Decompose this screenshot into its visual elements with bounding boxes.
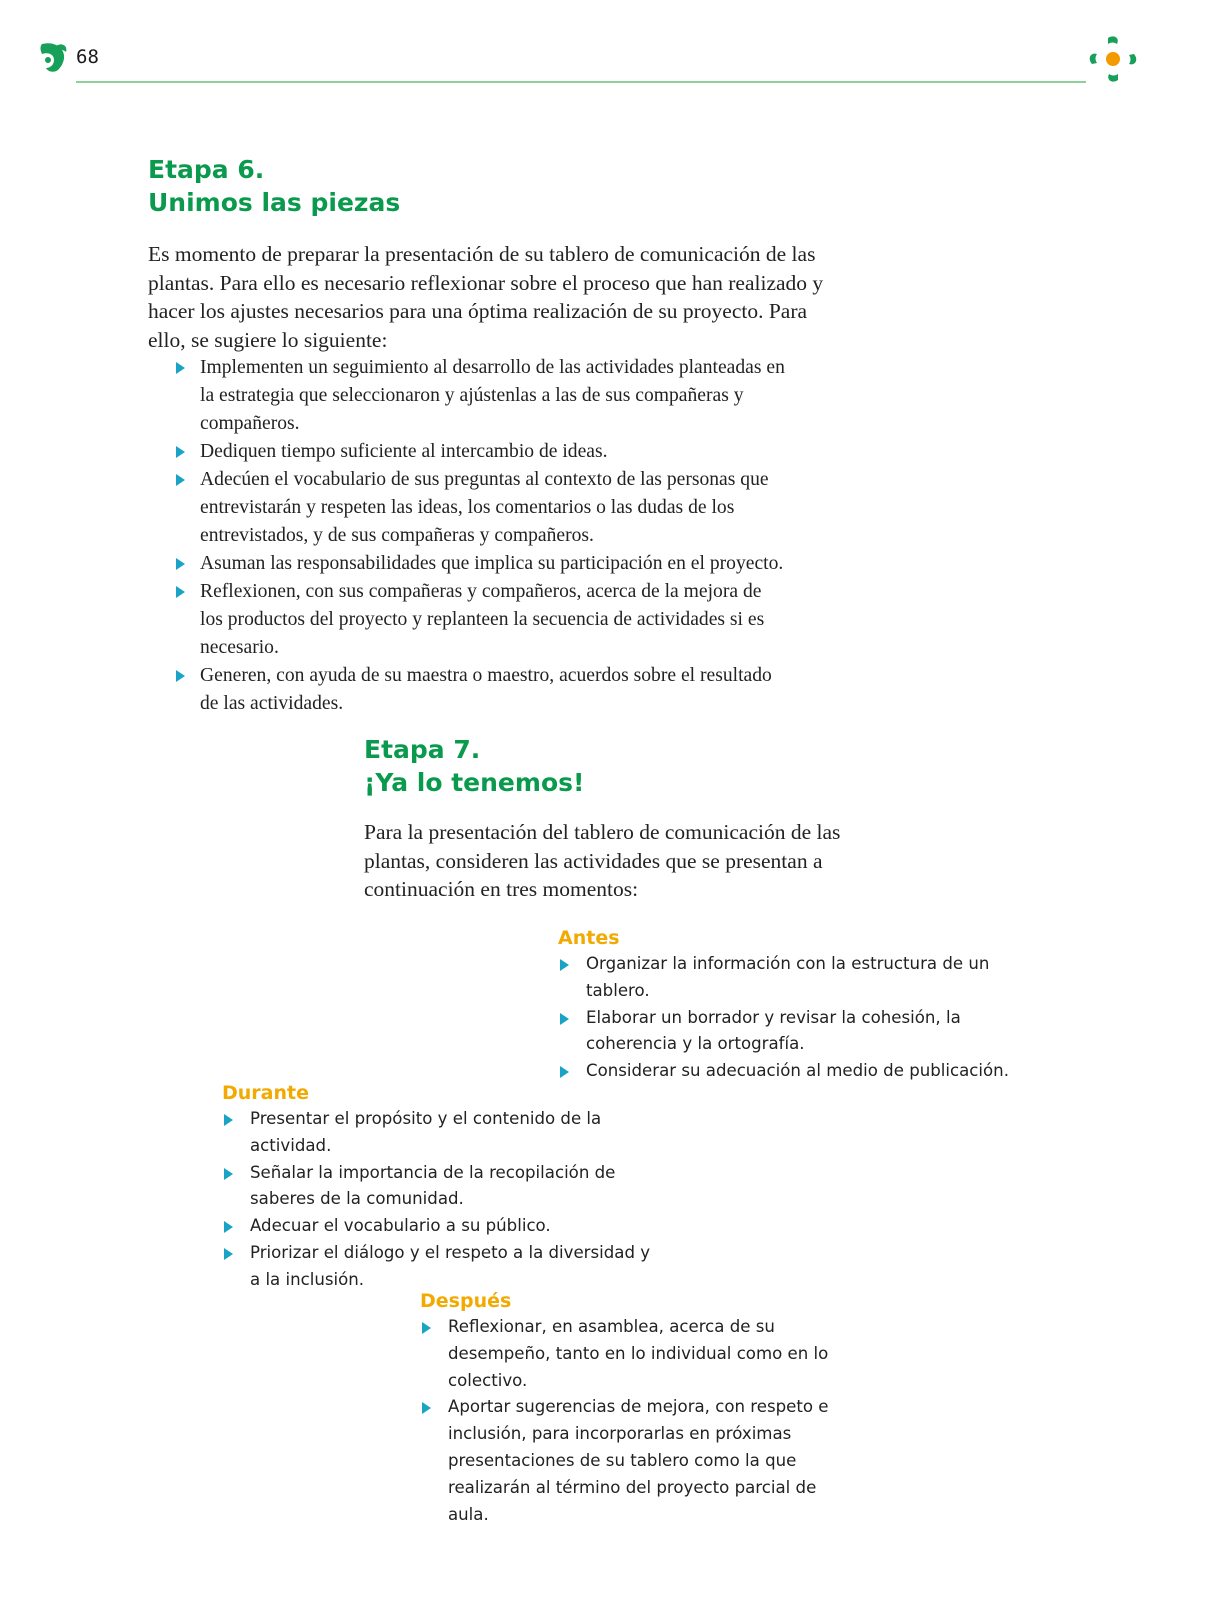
- etapa6-list: [148, 354, 788, 718]
- durante-section: [222, 1080, 662, 1294]
- durante-heading: Durante: [222, 1082, 309, 1104]
- list-item: Señalar la importancia de la recopilación de saberes de la comunidad.: [222, 1160, 662, 1214]
- list-item: Adecúen el vocabulario de sus preguntas al contexto de las personas que entrevistarán y respeten las ideas, los comentarios o las dudas de los entrevistados, y de sus compañeras y compañeros.: [148, 466, 788, 550]
- etapa7-number: Etapa 7.: [364, 735, 481, 764]
- antes-heading: Antes: [558, 927, 620, 949]
- despues-heading: Después: [420, 1290, 512, 1312]
- bullet-triangle-icon: [422, 1402, 431, 1414]
- bullet-triangle-icon: [176, 558, 185, 570]
- list-item: Priorizar el diálogo y el respeto a la diversidad y a la inclusión.: [222, 1240, 662, 1294]
- bullet-triangle-icon: [176, 586, 185, 598]
- etapa6-number: Etapa 6.: [148, 155, 265, 184]
- header-rule: [76, 81, 1086, 83]
- list-item: Aportar sugerencias de mejora, con respeto e inclusión, para incorporarlas en próximas presentaciones de su tablero como la que realizarán al término del proyecto parcial de aula.: [420, 1394, 860, 1528]
- despues-section: [420, 1288, 860, 1528]
- list-item: Reflexionen, con sus compañeras y compañeros, acerca de la mejora de los productos del proyecto y replanteen la secuencia de actividades si es necesario.: [148, 578, 788, 662]
- list-item: Considerar su adecuación al medio de publicación.: [558, 1058, 1038, 1085]
- etapa7-intro: Para la presentación del tablero de comunicación de las plantas, consideren las actividades que se presentan a continuación en tres momentos:: [364, 820, 841, 901]
- bullet-triangle-icon: [224, 1114, 233, 1126]
- bullet-triangle-icon: [176, 362, 185, 374]
- bullet-triangle-icon: [176, 474, 185, 486]
- etapa7-section: [364, 734, 884, 904]
- durante-list: [222, 1106, 662, 1294]
- etapa6-section: [148, 154, 828, 718]
- bullet-triangle-icon: [224, 1221, 233, 1233]
- list-item: Organizar la información con la estructura de un tablero.: [558, 951, 1038, 1005]
- bullet-triangle-icon: [422, 1322, 431, 1334]
- bullet-triangle-icon: [176, 670, 185, 682]
- antes-list: [558, 951, 1038, 1085]
- bullet-triangle-icon: [560, 959, 569, 971]
- page-number: 68: [76, 46, 99, 68]
- bullet-triangle-icon: [224, 1168, 233, 1180]
- etapa6-intro: Es momento de preparar la presentación de su tablero de comunicación de las plantas. Para ello es necesario reflexionar sobre el proceso que han realizado y hacer los ajustes necesarios para una óptima realización de su proyecto. Para ello, se sugiere lo siguiente:: [148, 242, 824, 352]
- despues-list: [420, 1314, 860, 1528]
- bullet-triangle-icon: [560, 1066, 569, 1078]
- bullet-triangle-icon: [224, 1248, 233, 1260]
- flower-emblem-icon: [1086, 34, 1140, 84]
- bullet-triangle-icon: [560, 1013, 569, 1025]
- antes-section: [558, 925, 1038, 1085]
- list-item: Dediquen tiempo suficiente al intercambio de ideas.: [148, 438, 788, 466]
- list-item: Implementen un seguimiento al desarrollo de las actividades planteadas en la estrategia que seleccionaron y ajústenlas a las de sus compañeras y compañeros.: [148, 354, 788, 438]
- list-item: Generen, con ayuda de su maestra o maestro, acuerdos sobre el resultado de las actividades.: [148, 662, 788, 718]
- list-item: Reflexionar, en asamblea, acerca de su desempeño, tanto en lo individual como en lo colectivo.: [420, 1314, 860, 1394]
- list-item: Elaborar un borrador y revisar la cohesión, la coherencia y la ortografía.: [558, 1005, 1038, 1059]
- etapa6-title: Unimos las piezas: [148, 188, 401, 217]
- list-item: Presentar el propósito y el contenido de la actividad.: [222, 1106, 662, 1160]
- list-item: Asuman las responsabilidades que implica su participación en el proyecto.: [148, 550, 788, 578]
- bullet-triangle-icon: [176, 446, 185, 458]
- etapa7-title: ¡Ya lo tenemos!: [364, 768, 585, 797]
- list-item: Adecuar el vocabulario a su público.: [222, 1213, 662, 1240]
- green-emblem-icon: [36, 40, 70, 74]
